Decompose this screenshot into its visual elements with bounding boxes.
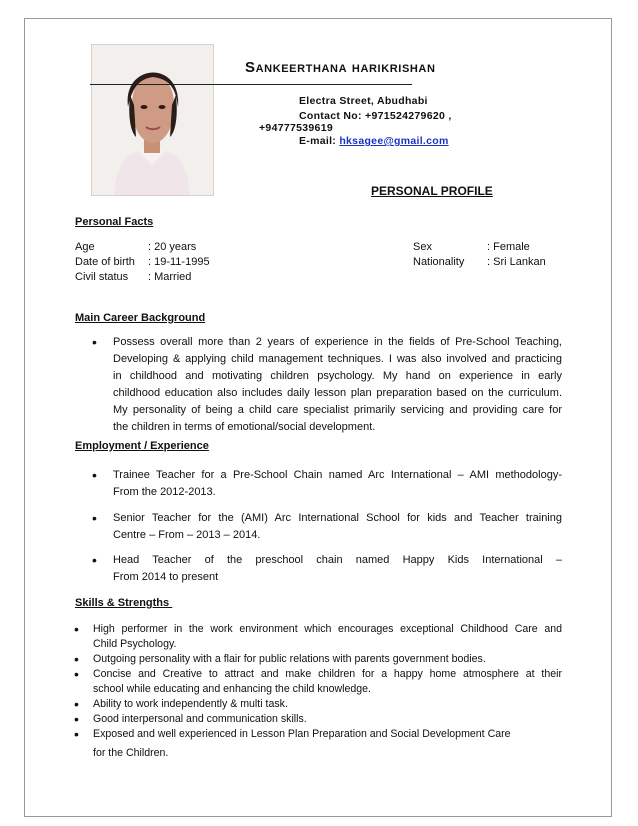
employment-line: Head Teacher of the preschool chain named Happy Kids International – [113,554,562,566]
career-paragraph [113,334,562,436]
employment-item [113,510,562,544]
fact-civil-value: : Married [148,271,192,283]
email-link[interactable]: hksagee@gmail.com [339,135,449,147]
fact-age-label: Age [75,241,95,253]
skill-item: Outgoing personality with a flair for public relations with parents government bodies. [93,653,486,665]
fact-sex-label: Sex [413,241,432,253]
skill-bullet: • [74,666,79,682]
fact-dob-value: : 19-11-1995 [148,256,210,268]
career-line: the children in terms of emotional/social development. [113,421,376,433]
employment-bullet: • [92,510,97,526]
employment-bullet: • [92,467,97,483]
skill-line: school while educating and enhancing the child knowledge. [93,683,371,695]
skill-item [93,667,562,697]
employment-item [113,467,562,501]
career-line: childhood education also includes daily lesson plan preparation based on the curriculum. [113,387,562,399]
employment-heading: Employment / Experience [75,440,209,452]
skill-bullet: • [74,621,79,637]
career-line: Developing & applying child management techniques. I was also involved and practicing [113,353,562,365]
profile-photo [91,44,214,196]
fact-nationality-value: : Sri Lankan [487,256,546,268]
address: Electra Street, Abudhabi [299,95,428,107]
skill-line: for the Children. [93,747,169,759]
employment-item [113,552,562,586]
career-line: My personality of being a child care specialist primarily servicing and providing care for [113,404,562,416]
employment-line: Centre – From – 2013 – 2014. [113,529,261,541]
employment-bullet: • [92,552,97,568]
skills-heading: Skills & Strengths [75,597,173,609]
contact-phone-2: +94777539619 [259,122,333,134]
skill-bullet: • [74,711,79,727]
career-bullet: • [92,334,97,350]
employment-line: From 2014 to present [113,571,219,583]
employment-line: Senior Teacher for the (AMI) Arc International School for kids and Teacher training [113,512,562,524]
skill-item [93,727,562,761]
personal-facts-heading: Personal Facts [75,216,154,228]
career-line: in childhood and motivating children psychology. My hand on experience in early [113,370,562,382]
skill-item: Good interpersonal and communication skills. [93,713,307,725]
skill-bullet: • [74,726,79,742]
skill-line: High performer in the work environment which encourages exceptional Childhood Care and [93,623,562,635]
fact-civil-label: Civil status [75,271,129,283]
skill-line: Child Psychology. [93,638,177,650]
employment-line: Trainee Teacher for a Pre-School Chain named Arc International – AMI methodology- [113,469,562,481]
applicant-name: Sankeerthana harikrishan [245,59,436,76]
career-line: Possess overall more than 2 years of experience in the fields of Pre-School Teaching, [113,336,562,348]
email-label: E-mail: [299,135,340,147]
fact-dob-label: Date of birth [75,256,135,268]
email-line [299,135,449,147]
skill-item: Ability to work independently & multi task. [93,698,288,710]
career-heading: Main Career Background [75,312,206,324]
personal-profile-title: PERSONAL PROFILE [371,184,493,198]
skill-bullet: • [74,651,79,667]
fact-sex-value: : Female [487,241,530,253]
fact-age-value: : 20 years [148,241,197,253]
skill-bullet: • [74,696,79,712]
contact-phone-1: Contact No: +971524279620 , [299,110,452,122]
skill-line: Exposed and well experienced in Lesson Plan Preparation and Social Development Care [93,728,511,740]
skill-line: Concise and Creative to attract and make children for a happy home atmosphere at their [93,668,562,680]
employment-line: From the 2012-2013. [113,486,216,498]
fact-nationality-label: Nationality [413,256,465,268]
header-divider [90,84,412,85]
skill-item [93,622,562,652]
